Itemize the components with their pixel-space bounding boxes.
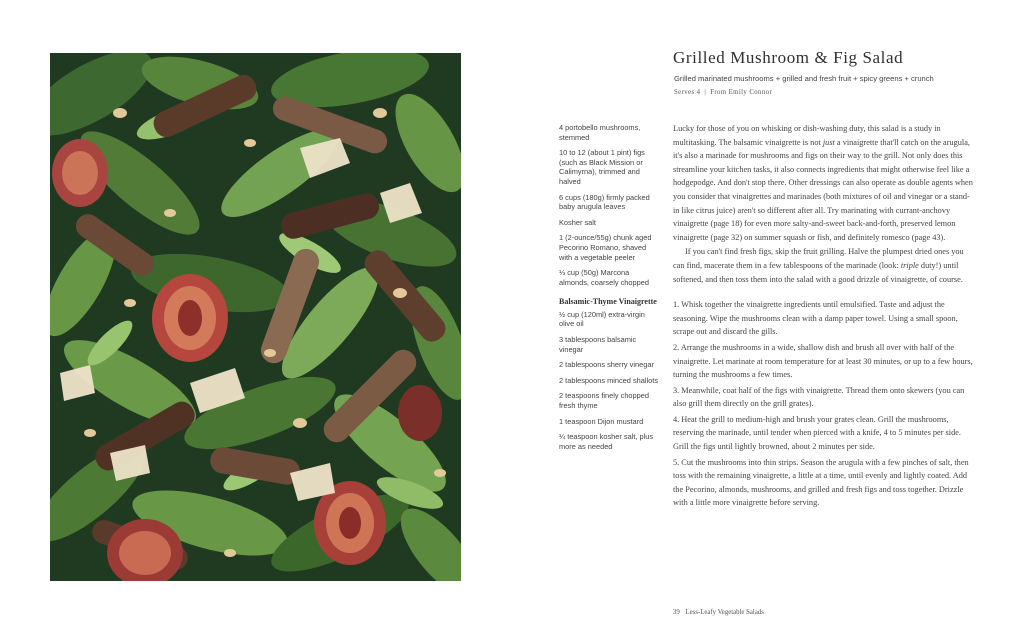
intro-text: Lucky for those of you on whisking or dish-washing duty, this salad is a study in multitasking. The balsamic vinaigrette is not — [673, 124, 941, 147]
recipe-title: Grilled Mushroom & Fig Salad — [673, 48, 904, 67]
ingredient-item: 2 teaspoons finely chopped fresh thyme — [559, 391, 649, 410]
serves-separator: | — [704, 89, 707, 96]
method-step: 4. Heat the grill to medium-high and brush your grates clean. Grill the mushrooms, reserving the marinade, until tender when pierced with a knife, 4 to 5 minutes per side. Grill the figs until lightly browned, about 2 minutes per side. — [673, 414, 961, 452]
ingredient-item: ⅓ cup (50g) Marcona almonds, coarsely chopped — [559, 268, 649, 287]
ingredient-list — [559, 123, 659, 287]
ingredient-item: Kosher salt — [559, 217, 596, 227]
serves-count: Serves 4 — [674, 89, 701, 96]
ingredient-item: 6 cups (180g) firmly packed baby arugula leaves — [559, 192, 650, 212]
ingredient-item: 2 tablespoons sherry vinegar — [559, 360, 654, 370]
section-name: Less-Leafy Vegetable Salads — [685, 609, 764, 616]
method-steps — [673, 298, 973, 510]
intro-text: a vinaigrette that'll catch on the arugula, it's also a marinade for mushrooms and figs on their way to the grill. Not only does this streamline your kitchen tasks, it also connects ingredients that might otherwise feel like a hodgepodge. And don't stop there. Other dressings can also operate as double agents when you consider that vinaigrettes and marinades (both mixtures of oil and vinegar or a stand-in like citrus juice) aren't so different after all. Try marinating with currant-anchovy vinaigrette (page 18) for even more salty-and-sweet back-and-forth, preserved lemon vinaigrette (page 32) on summer squash or fish, and definitely romesco (page 43). — [673, 137, 973, 242]
ingredient-item: ½ cup (120ml) extra-virgin olive oil — [559, 309, 645, 329]
ingredients-column — [559, 123, 659, 457]
intro-text: If you can't find fresh figs, skip the fruit grilling. Halve the plumpest dried ones you can find, macerate them in a few tablespoons of the marinade (look: — [673, 247, 964, 270]
intro-emphasis: triple — [900, 260, 919, 270]
ingredient-item: 1 (2-ounce/55g) chunk aged Pecorino Romano, shaved with a vegetable peeler — [559, 233, 652, 262]
ingredient-item: 1 teaspoon Dijon mustard — [559, 416, 644, 426]
intro-text: duty!) until softened, and then toss them into the salad with a good drizzle of vinaigrette, of course. — [673, 260, 963, 284]
salad-photo — [50, 53, 461, 581]
salad-illustration — [50, 53, 461, 581]
ingredient-item: 10 to 12 (about 1 pint) figs (such as Black Mission or Calimyrna), trimmed and halved — [559, 148, 645, 186]
vinaigrette-ingredient-list — [559, 310, 659, 452]
recipe-subtitle: Grilled marinated mushrooms + grilled and fresh fruit + spicy greens + crunch — [674, 74, 934, 83]
method-step: 5. Cut the mushrooms into thin strips. Season the arugula with a few pinches of salt, then toss with the remaining vinaigrette, a little at a time, until evenly and lightly coated. Add the Pecorino, almonds, mushrooms, and grilled and fresh figs and toss together. Drizzle with a little more vinaigrette before serving. — [673, 457, 969, 508]
serves-line — [674, 89, 772, 96]
intro-paragraph-1 — [673, 122, 973, 244]
intro-emphasis: just — [822, 137, 835, 147]
intro-paragraph-2 — [673, 245, 973, 286]
recipe-body — [673, 122, 973, 512]
ingredient-item: 2 tablespoons minced shallots — [559, 375, 659, 385]
ingredient-item: 3 tablespoons balsamic vinegar — [559, 335, 637, 354]
ingredient-item: ¼ teaspoon kosher salt, plus more as needed — [559, 432, 654, 451]
page-number: 39 — [673, 609, 680, 616]
page-footer — [673, 609, 764, 616]
method-step: 3. Meanwhile, coat half of the figs with vinaigrette. Thread them onto skewers (you can also grill them directly on the grill grates). — [673, 385, 965, 409]
ingredient-item: 4 portobello mushrooms, stemmed — [559, 123, 641, 142]
method-step: 2. Arrange the mushrooms in a wide, shallow dish and brush all over with half of the vinaigrette. Let marinate at room temperature for at least 30 minutes, or up to a few hours, turning the mushrooms a few times. — [673, 342, 973, 380]
method-step: 1. Whisk together the vinaigrette ingredients until emulsified. Taste and adjust the seasoning. Wipe the mushrooms clean with a damp paper towel. Using a small spoon, scrape out and discard the gills. — [673, 300, 958, 337]
recipe-author: From Emily Connor — [710, 89, 773, 96]
vinaigrette-heading: Balsamic-Thyme Vinaigrette — [559, 297, 657, 307]
